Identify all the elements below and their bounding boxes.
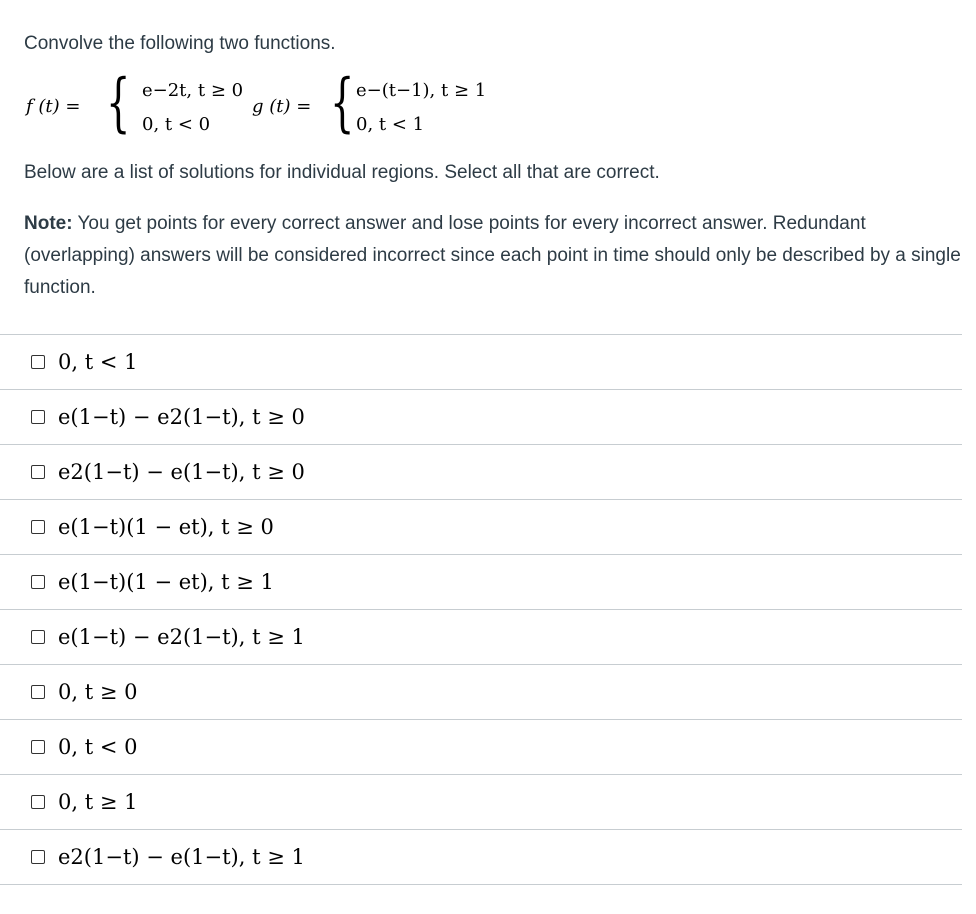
f-case-1: e−2t, t ≥ 0 <box>142 80 244 101</box>
checkbox-icon[interactable] <box>31 520 45 534</box>
answer-option[interactable] <box>0 555 962 610</box>
note <box>24 208 964 304</box>
checkbox-icon[interactable] <box>31 850 45 864</box>
answer-label: e(1−t) − e2(1−t), t ≥ 1 <box>58 625 305 649</box>
answer-option[interactable] <box>0 830 962 885</box>
answer-label: 0, t < 0 <box>58 735 138 759</box>
checkbox-icon[interactable] <box>31 465 45 479</box>
answer-option[interactable] <box>0 335 962 390</box>
instructions: Below are a list of solutions for individual regions. Select all that are correct. <box>24 162 660 183</box>
question-prompt: Convolve the following two functions. <box>24 33 336 54</box>
g-case-1: e−(t−1), t ≥ 1 <box>356 80 487 101</box>
answer-label: 0, t < 1 <box>58 350 138 374</box>
note-label: Note: <box>24 213 73 234</box>
function-definitions <box>24 66 624 142</box>
f-brace: { <box>106 66 131 140</box>
answer-label: e(1−t)(1 − et), t ≥ 0 <box>58 515 274 539</box>
checkbox-icon[interactable] <box>31 355 45 369</box>
f-case-2: 0, t < 0 <box>142 114 211 135</box>
answer-option[interactable] <box>0 665 962 720</box>
checkbox-icon[interactable] <box>31 575 45 589</box>
checkbox-icon[interactable] <box>31 795 45 809</box>
answer-list <box>0 334 962 885</box>
answer-label: e(1−t) − e2(1−t), t ≥ 0 <box>58 405 305 429</box>
g-brace: { <box>330 66 355 140</box>
answer-label: 0, t ≥ 1 <box>58 790 138 814</box>
answer-label: e(1−t)(1 − et), t ≥ 1 <box>58 570 274 594</box>
answer-label: e2(1−t) − e(1−t), t ≥ 0 <box>58 460 305 484</box>
answer-option[interactable] <box>0 720 962 775</box>
answer-option[interactable] <box>0 500 962 555</box>
note-text: You get points for every correct answer and lose points for every incorrect answer. Redundant (overlapping) answers will be considered incorrect since each point in time should only be described by a single function. <box>24 213 961 298</box>
answer-option[interactable] <box>0 390 962 445</box>
answer-option[interactable] <box>0 775 962 830</box>
answer-label: 0, t ≥ 0 <box>58 680 138 704</box>
checkbox-icon[interactable] <box>31 630 45 644</box>
f-label: f (t) = <box>26 96 81 117</box>
answer-option[interactable] <box>0 610 962 665</box>
checkbox-icon[interactable] <box>31 685 45 699</box>
g-case-2: 0, t < 1 <box>356 114 425 135</box>
answer-option[interactable] <box>0 445 962 500</box>
answer-label: e2(1−t) − e(1−t), t ≥ 1 <box>58 845 305 869</box>
checkbox-icon[interactable] <box>31 410 45 424</box>
checkbox-icon[interactable] <box>31 740 45 754</box>
g-label: g (t) = <box>252 96 312 117</box>
